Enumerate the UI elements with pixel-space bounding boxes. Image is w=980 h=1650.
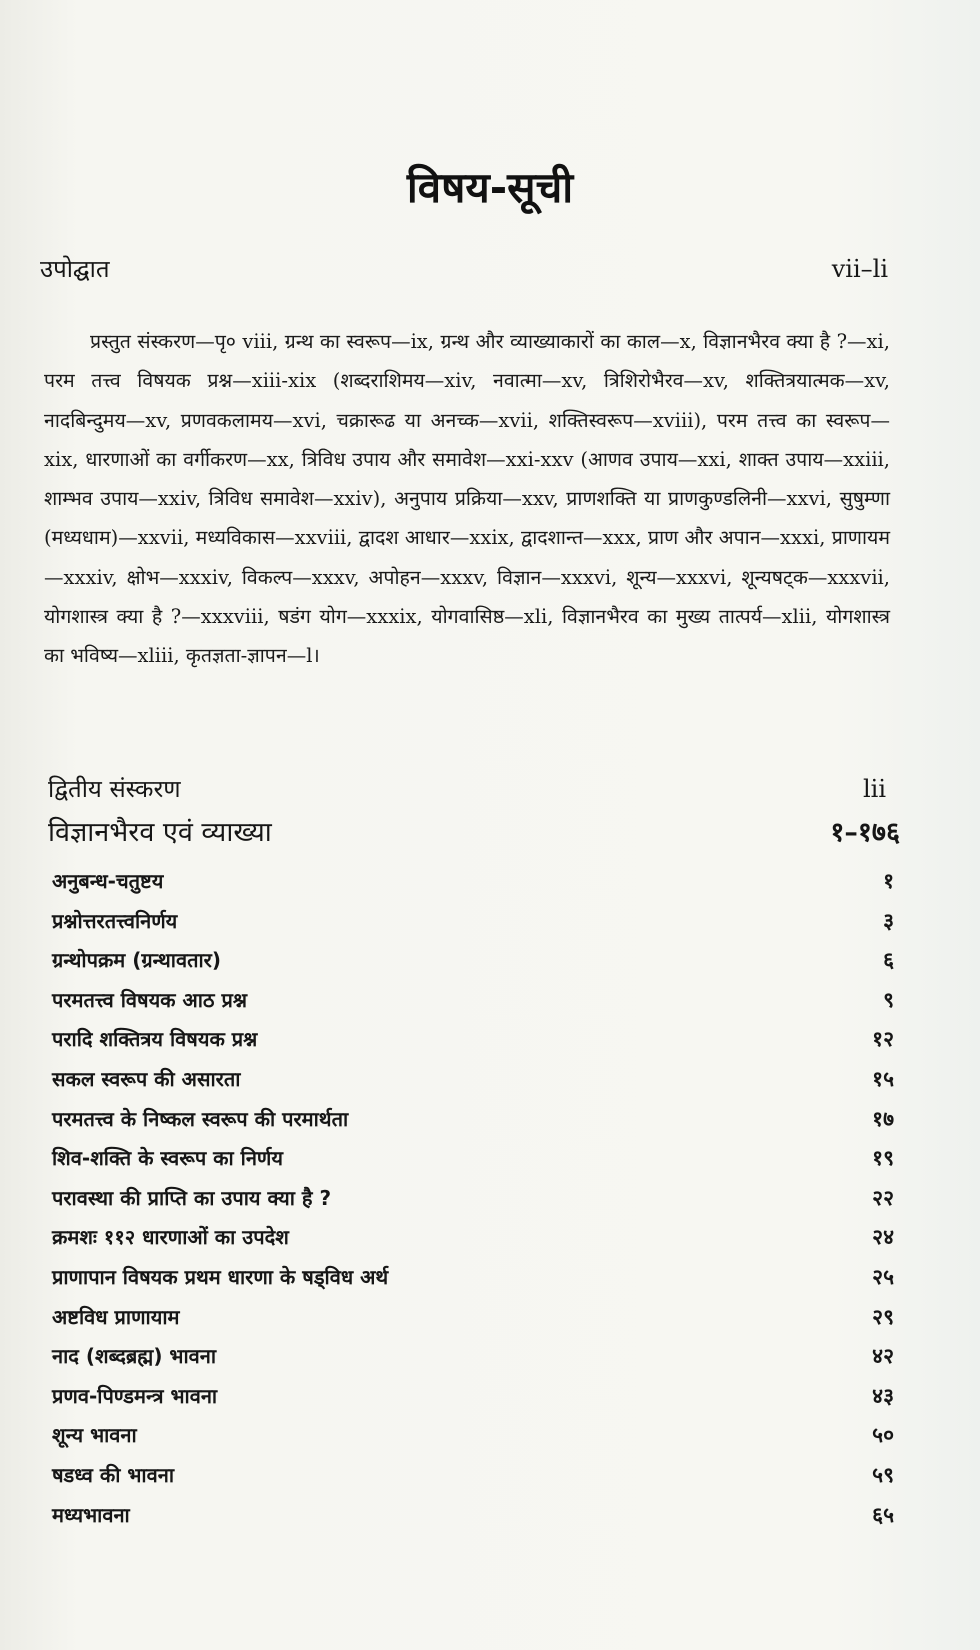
toc-entry-title: शिव-शक्ति के स्वरूप का निर्णय (52, 1146, 283, 1171)
toc-entry-page: ५० (872, 1423, 894, 1448)
toc-entry-title: परावस्था की प्राप्ति का उपाय क्या है ? (52, 1185, 332, 1210)
toc-entry-title: अष्टविध प्राणायाम (52, 1304, 180, 1329)
section-upodghat-label: उपोद्घात (40, 255, 110, 283)
toc-entry-page: १७ (872, 1106, 894, 1131)
toc-entry-title: क्रमशः ११२ धारणाओं का उपदेश (52, 1225, 289, 1250)
toc-entry-title: शून्य भावना (52, 1423, 137, 1448)
toc-entry-page: २४ (872, 1225, 894, 1250)
page-title: विषय-सूची (406, 163, 574, 212)
toc-entry-page: ४२ (872, 1344, 894, 1369)
toc-entry (52, 1020, 898, 1060)
toc-entry-title: प्रणव-पिण्डमन्त्र भावना (52, 1383, 218, 1408)
section-dvitiya-pages: lii (862, 775, 886, 803)
toc-entry-title: सकल स्वरूप की असारता (52, 1066, 241, 1091)
section-upodghat-pages: vii–li (831, 255, 888, 283)
section-main (48, 812, 900, 849)
toc-entry (52, 1179, 898, 1219)
toc-entry-page: १९ (872, 1146, 894, 1171)
toc-entry-page: १ (883, 869, 894, 893)
toc-entry-title: परादि शक्तित्रय विषयक प्रश्न (52, 1027, 258, 1052)
toc-entry-page: १२ (872, 1027, 894, 1052)
section-dvitiya-label: द्वितीय संस्करण (48, 775, 181, 803)
toc-entry (52, 1337, 898, 1377)
toc-entry-page: ६ (883, 948, 894, 973)
toc-entry (52, 1100, 898, 1140)
section-main-label: विज्ञानभैरव एवं व्याख्या (48, 817, 272, 848)
toc-entry (52, 1218, 898, 1258)
toc-entry (52, 862, 898, 902)
toc-entry-title: प्रश्नोत्तरतत्त्वनिर्णय (52, 908, 178, 933)
section-upodghat (40, 252, 888, 285)
toc-entry-title: अनुबन्ध-चतुष्टय (52, 869, 164, 893)
toc-entry-page: ३ (883, 908, 894, 933)
toc-entry-title: मध्यभावना (52, 1502, 130, 1527)
toc-entry (52, 1060, 898, 1100)
toc-entry-title: परमतत्त्व के निष्कल स्वरूप की परमार्थता (52, 1106, 349, 1131)
toc-entry-title: परमतत्त्व विषयक आठ प्रश्न (52, 987, 248, 1012)
toc-entry (52, 1416, 898, 1456)
toc-entry-title: षडध्व की भावना (52, 1462, 175, 1487)
toc-entry-page: २५ (872, 1264, 894, 1289)
toc-list (52, 862, 898, 1535)
toc-entry-title: ग्रन्थोपक्रम (ग्रन्थावतार) (52, 948, 221, 973)
toc-entry-page: ९ (883, 987, 894, 1012)
toc-entry-page: २९ (872, 1304, 894, 1329)
section-main-pages: १–१७६ (830, 817, 900, 848)
section-dvitiya-sanskaran (48, 772, 886, 805)
toc-entry (52, 1258, 898, 1298)
toc-entry (52, 941, 898, 981)
upodghat-paragraph: प्रस्तुत संस्करण—पृ० viii, ग्रन्थ का स्वरूप—ix, ग्रन्थ और व्याख्याकारों का काल—x, विज्ञानभैरव क्या है ?—xi, परम तत्त्व विषयक प्रश्न—xiii-xix (शब्दराशिमय—xiv, नवात्मा—xv, त्रिशिरोभैरव—xv, शक्तित्रयात्मक—xv, नादबिन्दुमय—xv, प्रणवकलामय—xvi, चक्रारूढ या अनच्क—xvii, शक्तिस्वरूप—xviii), परम तत्त्व का स्वरूप—xix, धारणाओं का वर्गीकरण—xx, त्रिविध उपाय और समावेश—xxi-xxv (आणव उपाय—xxi, शाक्त उपाय—xxiii, शाम्भव उपाय—xxiv, त्रिविध समावेश—xxiv), अनुपाय प्रक्रिया—xxv, प्राणशक्ति या प्राणकुण्डलिनी—xxvi, सुषुम्णा (मध्यधाम)—xxvii, मध्यविकास—xxviii, द्वादश आधार—xxix, द्वादशान्त—xxx, प्राण और अपान—xxxi, प्राणायम—xxxiv, क्षोभ—xxxiv, विकल्प—xxxv, अपोहन—xxxv, विज्ञान—xxxvi, शून्य—xxxvi, शून्यषट्क—xxxvii, योगशास्त्र क्या है ?—xxxviii, षडंग योग—xxxix, योगवासिष्ठ—xli, विज्ञानभैरव का मुख्य तात्पर्य—xlii, योगशास्त्र का भविष्य—xliii, कृतज्ञता-ज्ञापन—l। (44, 330, 890, 668)
toc-entry-page: ६५ (872, 1502, 894, 1527)
toc-entry-page: ४३ (872, 1383, 894, 1408)
toc-entry-title: प्राणापान विषयक प्रथम धारणा के षड्विध अर्थ (52, 1264, 389, 1289)
toc-entry (52, 981, 898, 1021)
toc-entry (52, 902, 898, 942)
toc-entry (52, 1139, 898, 1179)
toc-entry (52, 1456, 898, 1496)
toc-entry (52, 1496, 898, 1536)
toc-entry-title: नाद (शब्दब्रह्म) भावना (52, 1344, 217, 1369)
toc-entry-page: २२ (872, 1185, 894, 1210)
toc-entry (52, 1377, 898, 1417)
toc-entry-page: ५९ (872, 1462, 894, 1487)
toc-entry (52, 1298, 898, 1338)
toc-entry-page: १५ (872, 1066, 894, 1091)
